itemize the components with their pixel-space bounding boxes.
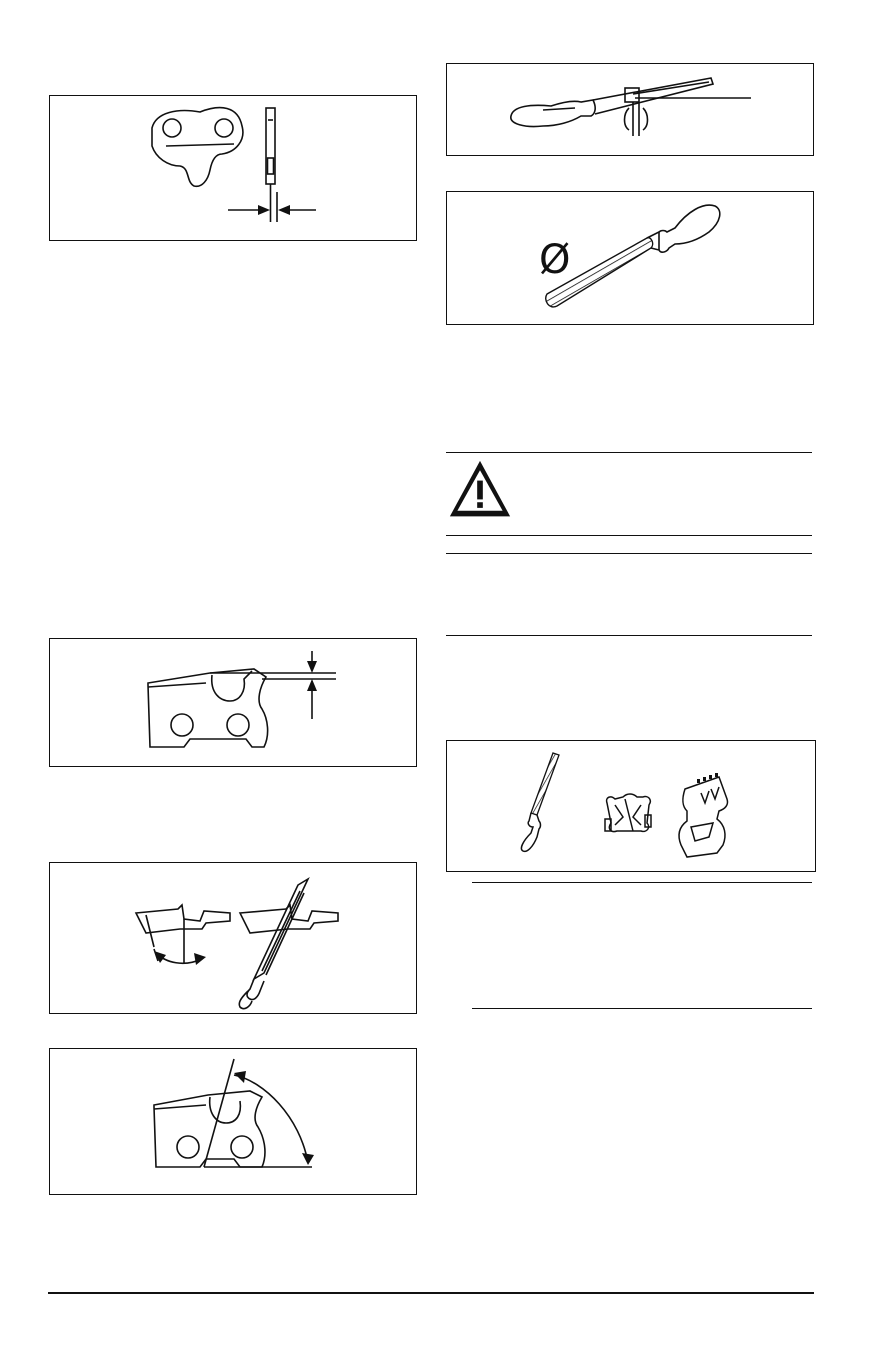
diameter-symbol: Ø — [539, 237, 571, 283]
warning-triangle-icon — [446, 458, 514, 522]
figure-sharpening-tools — [446, 740, 816, 872]
note2-top-rule — [472, 882, 812, 883]
figure-round-file — [446, 191, 814, 325]
figure-filing-angle — [49, 862, 417, 1014]
warning-bottom-rule — [446, 535, 812, 536]
figure-depth-gauge — [49, 638, 417, 767]
round-file-illustration — [447, 192, 813, 324]
footer-rule — [48, 1292, 814, 1294]
sharpening-tools-illustration — [447, 741, 815, 871]
note-top-rule — [446, 553, 812, 554]
warning-top-rule — [446, 452, 812, 453]
figure-drive-link-gauge — [49, 95, 417, 241]
filing-angle-illustration — [50, 863, 416, 1013]
figure-file-guide — [446, 63, 814, 156]
top-plate-angle-illustration — [50, 1049, 416, 1194]
note-bottom-rule — [446, 635, 812, 636]
drive-link-gauge-illustration — [50, 96, 416, 240]
figure-top-plate-angle — [49, 1048, 417, 1195]
depth-gauge-illustration — [50, 639, 416, 766]
note2-bottom-rule — [472, 1008, 812, 1009]
file-guide-illustration — [447, 64, 813, 155]
